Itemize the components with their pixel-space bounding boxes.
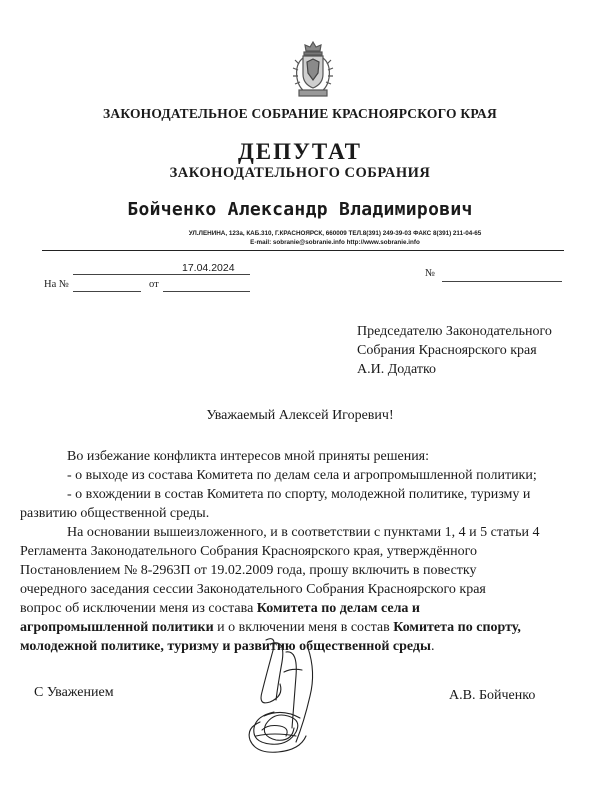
greeting: Уважаемый Алексей Игоревич! [206,408,394,423]
body-line: очередного заседания сессии Законодательного Собрания Красноярского края [20,582,486,597]
signatory-name: А.В. Бойченко [449,688,536,703]
body-line: Постановлением № 8-2963П от 19.02.2009 года, прошу включить в повестку [20,563,477,578]
organization-name: ЗАКОНОДАТЕЛЬНОЕ СОБРАНИЕ КРАСНОЯРСКОГО КРАЯ [103,106,497,121]
body-text: и о включении меня в состав [213,620,394,635]
body-line: - о вхождении в состав Комитета по спорту, молодежной политике, туризму и [67,487,531,502]
body-line: - о выходе из состава Комитета по делам села и агропромышленной политики; [67,468,537,483]
from-label: от [149,279,159,290]
body-line: Во избежание конфликта интересов мной приняты решения: [67,449,430,464]
on-number-label: На № [44,279,69,290]
on-number-line [73,291,141,292]
body-line: На основании вышеизложенного, и в соответствии с пунктами 1, 4 и 5 статьи 4 [67,525,540,540]
closing-phrase: С Уважением [34,685,114,700]
header-divider [42,250,564,251]
from-line [163,291,250,292]
deputy-name: Бойченко Александр Владимирович [127,199,473,220]
body-bold-text: агропромышленной политики [20,620,214,635]
body-line: развитию общественной среды. [20,506,210,521]
body-bold-text: молодежной политике, туризму и развитию общественной среды [20,639,431,654]
addressee-line: Председателю Законодательного [357,324,552,339]
addressee-line: Собрания Красноярского края [357,343,537,358]
body-bold-text: Комитета по делам села и [256,601,420,616]
document-title: ДЕПУТАТ [237,139,363,164]
addressee-block [357,322,587,379]
date-line [73,274,250,275]
outgoing-number-label: № [425,268,436,279]
body-line [20,599,587,618]
letter-date: 17.04.2024 [182,262,235,274]
letter-body [20,447,587,656]
handwritten-signature [226,632,346,764]
contact-web: E-mail: sobranie@sobranie.info http://www.sobranie.info [250,239,420,246]
body-text: . [430,639,435,654]
body-line: Регламента Законодательного Собрания Красноярского края, утверждённого [20,544,478,559]
outgoing-number-line [442,281,562,282]
addressee-name: А.И. Додатко [357,362,437,377]
document-subtitle: ЗАКОНОДАТЕЛЬНОГО СОБРАНИЯ [169,165,431,181]
krasnoyarsk-coat-of-arms-icon [291,40,335,98]
body-bold-text: Комитета по спорту, [393,620,521,635]
body-text: вопрос об исключении меня из состава [20,601,257,616]
contact-address: УЛ.ЛЕНИНА, 123а, КАБ.310, Г.КРАСНОЯРСК, 660009 ТЕЛ.8(391) 249-39-03 ФАКС 8(391) 211-04-65 [188,230,482,237]
